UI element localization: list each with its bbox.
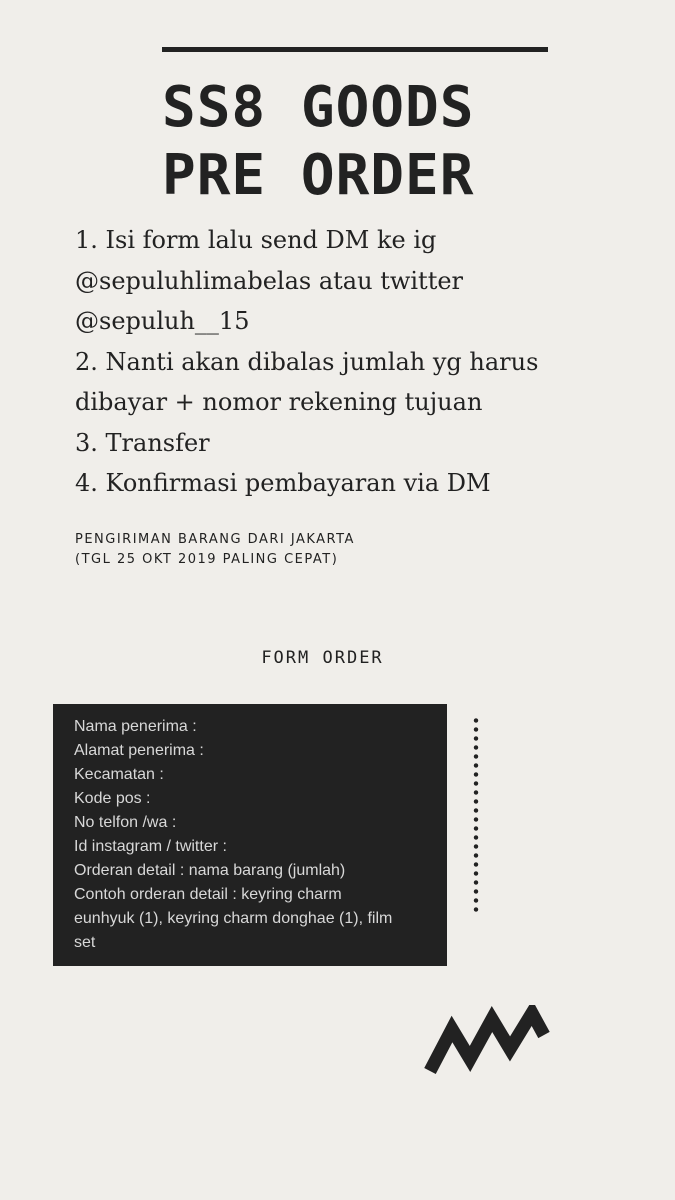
form-field-line: Orderan detail : nama barang (jumlah)	[74, 862, 346, 879]
form-field-line: Alamat penerima :	[74, 742, 204, 759]
order-form-template	[53, 704, 447, 966]
instruction-line: dibayar + nomor rekening tujuan	[75, 388, 483, 416]
instruction-line: @sepuluh__15	[75, 307, 250, 335]
form-field-line: Kecamatan :	[74, 766, 164, 783]
instruction-line: 3. Transfer	[75, 428, 210, 457]
form-field-line: set	[74, 934, 96, 951]
shipping-note	[75, 530, 355, 570]
instructions-list	[75, 220, 635, 504]
instruction-line: @sepuluhlimabelas atau twitter	[75, 266, 464, 295]
instruction-line: 4. Konfirmasi pembayaran via DM	[75, 469, 491, 497]
instruction-line: 1. Isi form lalu send DM ke ig	[75, 226, 437, 254]
zigzag-icon	[420, 1005, 550, 1077]
form-field-line: Kode pos :	[74, 790, 151, 807]
shipping-note-line-2: (TGL 25 OKT 2019 PALING CEPAT)	[75, 552, 339, 567]
shipping-note-line-1: PENGIRIMAN BARANG DARI JAKARTA	[75, 532, 355, 547]
form-field-line: No telfon /wa :	[74, 814, 177, 831]
top-divider	[162, 47, 548, 52]
title-line-2: PRE ORDER	[162, 143, 475, 208]
instruction-line: 2. Nanti akan dibalas jumlah yg harus	[75, 347, 539, 376]
page-title	[162, 74, 474, 210]
dotted-line-decoration	[473, 716, 479, 916]
form-field-line: Contoh orderan detail : keyring charm	[74, 886, 342, 903]
title-line-1: SS8 GOODS	[162, 75, 475, 140]
form-field-line: Nama penerima :	[74, 718, 197, 735]
form-field-line: Id instagram / twitter :	[74, 838, 227, 855]
form-order-heading: FORM ORDER	[261, 648, 384, 668]
form-field-line: eunhyuk (1), keyring charm donghae (1), film	[74, 910, 393, 927]
